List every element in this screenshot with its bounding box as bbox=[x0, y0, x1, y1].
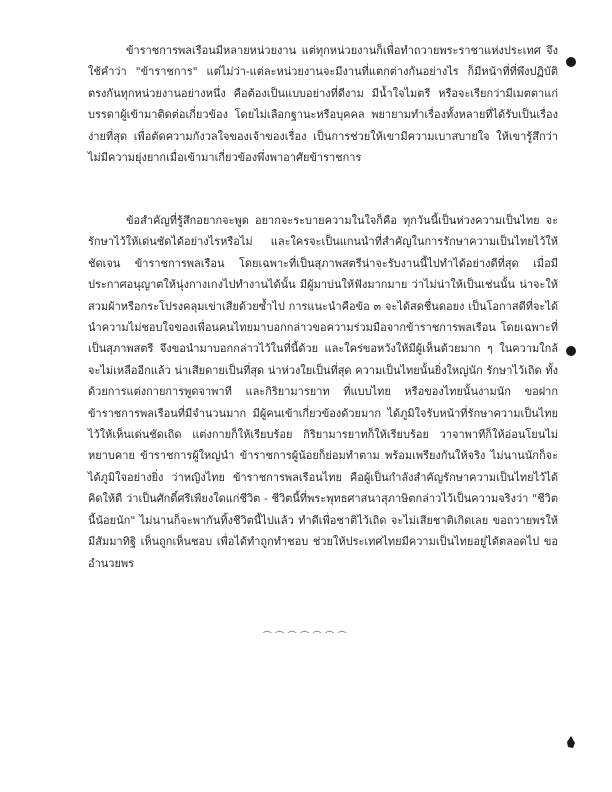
ornament-divider: ෴෴෴෴෴෴෴ bbox=[262, 626, 350, 637]
paragraph-1: ข้าราชการพลเรือนมีหลายหน่วยงาน แต่ทุกหน่วยงานก็เพื่อทำถวายพระราชาแห่งประเทศ จึงใช้คำว่า "ข้าราชการ" แต่ไม่ว่า-แต่ละหน่วยงานจะมีงานที่แตกต่างกันอย่างไร ก็มีหน้าที่ที่พึงปฏิบัติตรงกันทุกหน่วยงานอย่างหนึ่ง คือต้องเป็นแบบอย่างที่ดีงาม มีน้ำใจไมตรี หรือจะเรียกว่ามีเมตตาแก่บรรดาผู้เข้ามาติดต่อเกี่ยวข้อง โดยไม่เลือกฐานะหรือบุคคล พยายามทำเรื่องทั้งหลายที่ได้รับเป็นเรื่องง่ายที่สุด เพื่อตัดความกังวลใจของเจ้าของเรื่อง เป็นการช่วยให้เขามีความเบาสบายใจ ให้เขารู้สึกว่าไม่มีความยุ่งยากเมื่อเข้ามาเกี่ยวข้องพึ่งพาอาศัยข้าราชการ bbox=[88, 44, 558, 165]
scan-artifact-mark bbox=[566, 736, 576, 748]
binder-hole-mark bbox=[566, 346, 576, 356]
paragraph-2: ข้อสำคัญที่รู้สึกอยากจะพูด อยากจะระบายความในใจก็คือ ทุกวันนี้เป็นห่วงความเป็นไทย จะรักษาไว้ให้เด่นชัดได้อย่างไรหรือไม่ และใครจะเป็นแกนนำที่สำคัญในการรักษาความเป็นไทยไว้ให้ชัดเจน ข้าราชการพลเรือน โดยเฉพาะที่เป็นสุภาพสตรีน่าจะรับงานนี้ไปทำได้อย่างดีที่สุด เมื่อมีประกาศอนุญาตให้นุ่งกางเกงไปทำงานได้นั้น มีผู้มาบ่นให้ฟังมากมาย ว่าไม่น่าให้เป็นเช่นนั้น น่าจะให้สวมผ้าหรือกระโปรงคลุมเข่าเสียด้วยซ้ำไป การแนะนำคือข้อ ๓ จะได้สดชื่นดอยง เป็นโอกาสดีที่จะได้นำความไม่ชอบใจของเพื่อนคนไทยมาบอกกล่าวขอความร่วมมือจากข้าราชการพลเรือน โดยเฉพาะที่เป็นสุภาพสตรี จึงขอนำมาบอกกล่าวไว้ในที่นี้ด้วย และใคร่ขอหวังให้มีผู้เห็นด้วยมาก ๆ ในความใกล้จะไม่เหลืออีกแล้ว น่าเสียดายเป็นที่สุด น่าห่วงใยเป็นที่สุด ความเป็นไทยนั้นยิ่งใหญ่นัก รักษาไว้เถิด ทั้งด้วยการแต่งกายการพูดจาพาที และกิริยามารยาท ที่แบบไทย หรือของไทยนั้นงามนัก ขอฝากข้าราชการพลเรือนที่มีจำนวนมาก มีผู้คนเข้าเกี่ยวข้องด้วยมาก ได้ภูมิใจรับหน้าที่รักษาความเป็นไทยไว้ให้เห็นเด่นชัดเถิด แต่งกายก็ให้เรียบร้อย กิริยามารยาทก็ให้เรียบร้อย วาจาพาทีก็ให้อ่อนโยนไม่หยาบคาย ข้าราชการผู้ใหญ่นำ ข้าราชการผู้น้อยก็ย่อมทำตาม พร้อมเพรียงกันให้จริง ไม่นานนักก็จะได้ภูมิใจอย่างยิ่ง ว่าหญิงไทย ข้าราชการพลเรือนไทย คือผู้เป็นกำลังสำคัญรักษาความเป็นไทยไว้ได้ คิดให้ดี ว่าเป็นศักดิ์ศรีเพียงใดแก่ชีวิต - ชีวิตนี้ที่พระพุทธศาสนาสุภาษิตกล่าวไว้เป็นความจริงว่า "ชีวิตนี้น้อยนัก" ไม่นานก็จะพากันทิ้งชีวิตนี้ไปแล้ว ทำดีเพื่อชาติไว้เถิด จะไม่เสียชาติเกิดเลย ขอถวายพรให้มีสัมมาทิฐิ เห็นถูกเห็นชอบ เพื่อได้ทำถูกทำชอบ ช่วยให้ประเทศไทยมีความเป็นไทยอยู่ได้ตลอดไป ขออำนวยพร bbox=[88, 214, 558, 570]
binder-hole-mark bbox=[566, 57, 576, 67]
